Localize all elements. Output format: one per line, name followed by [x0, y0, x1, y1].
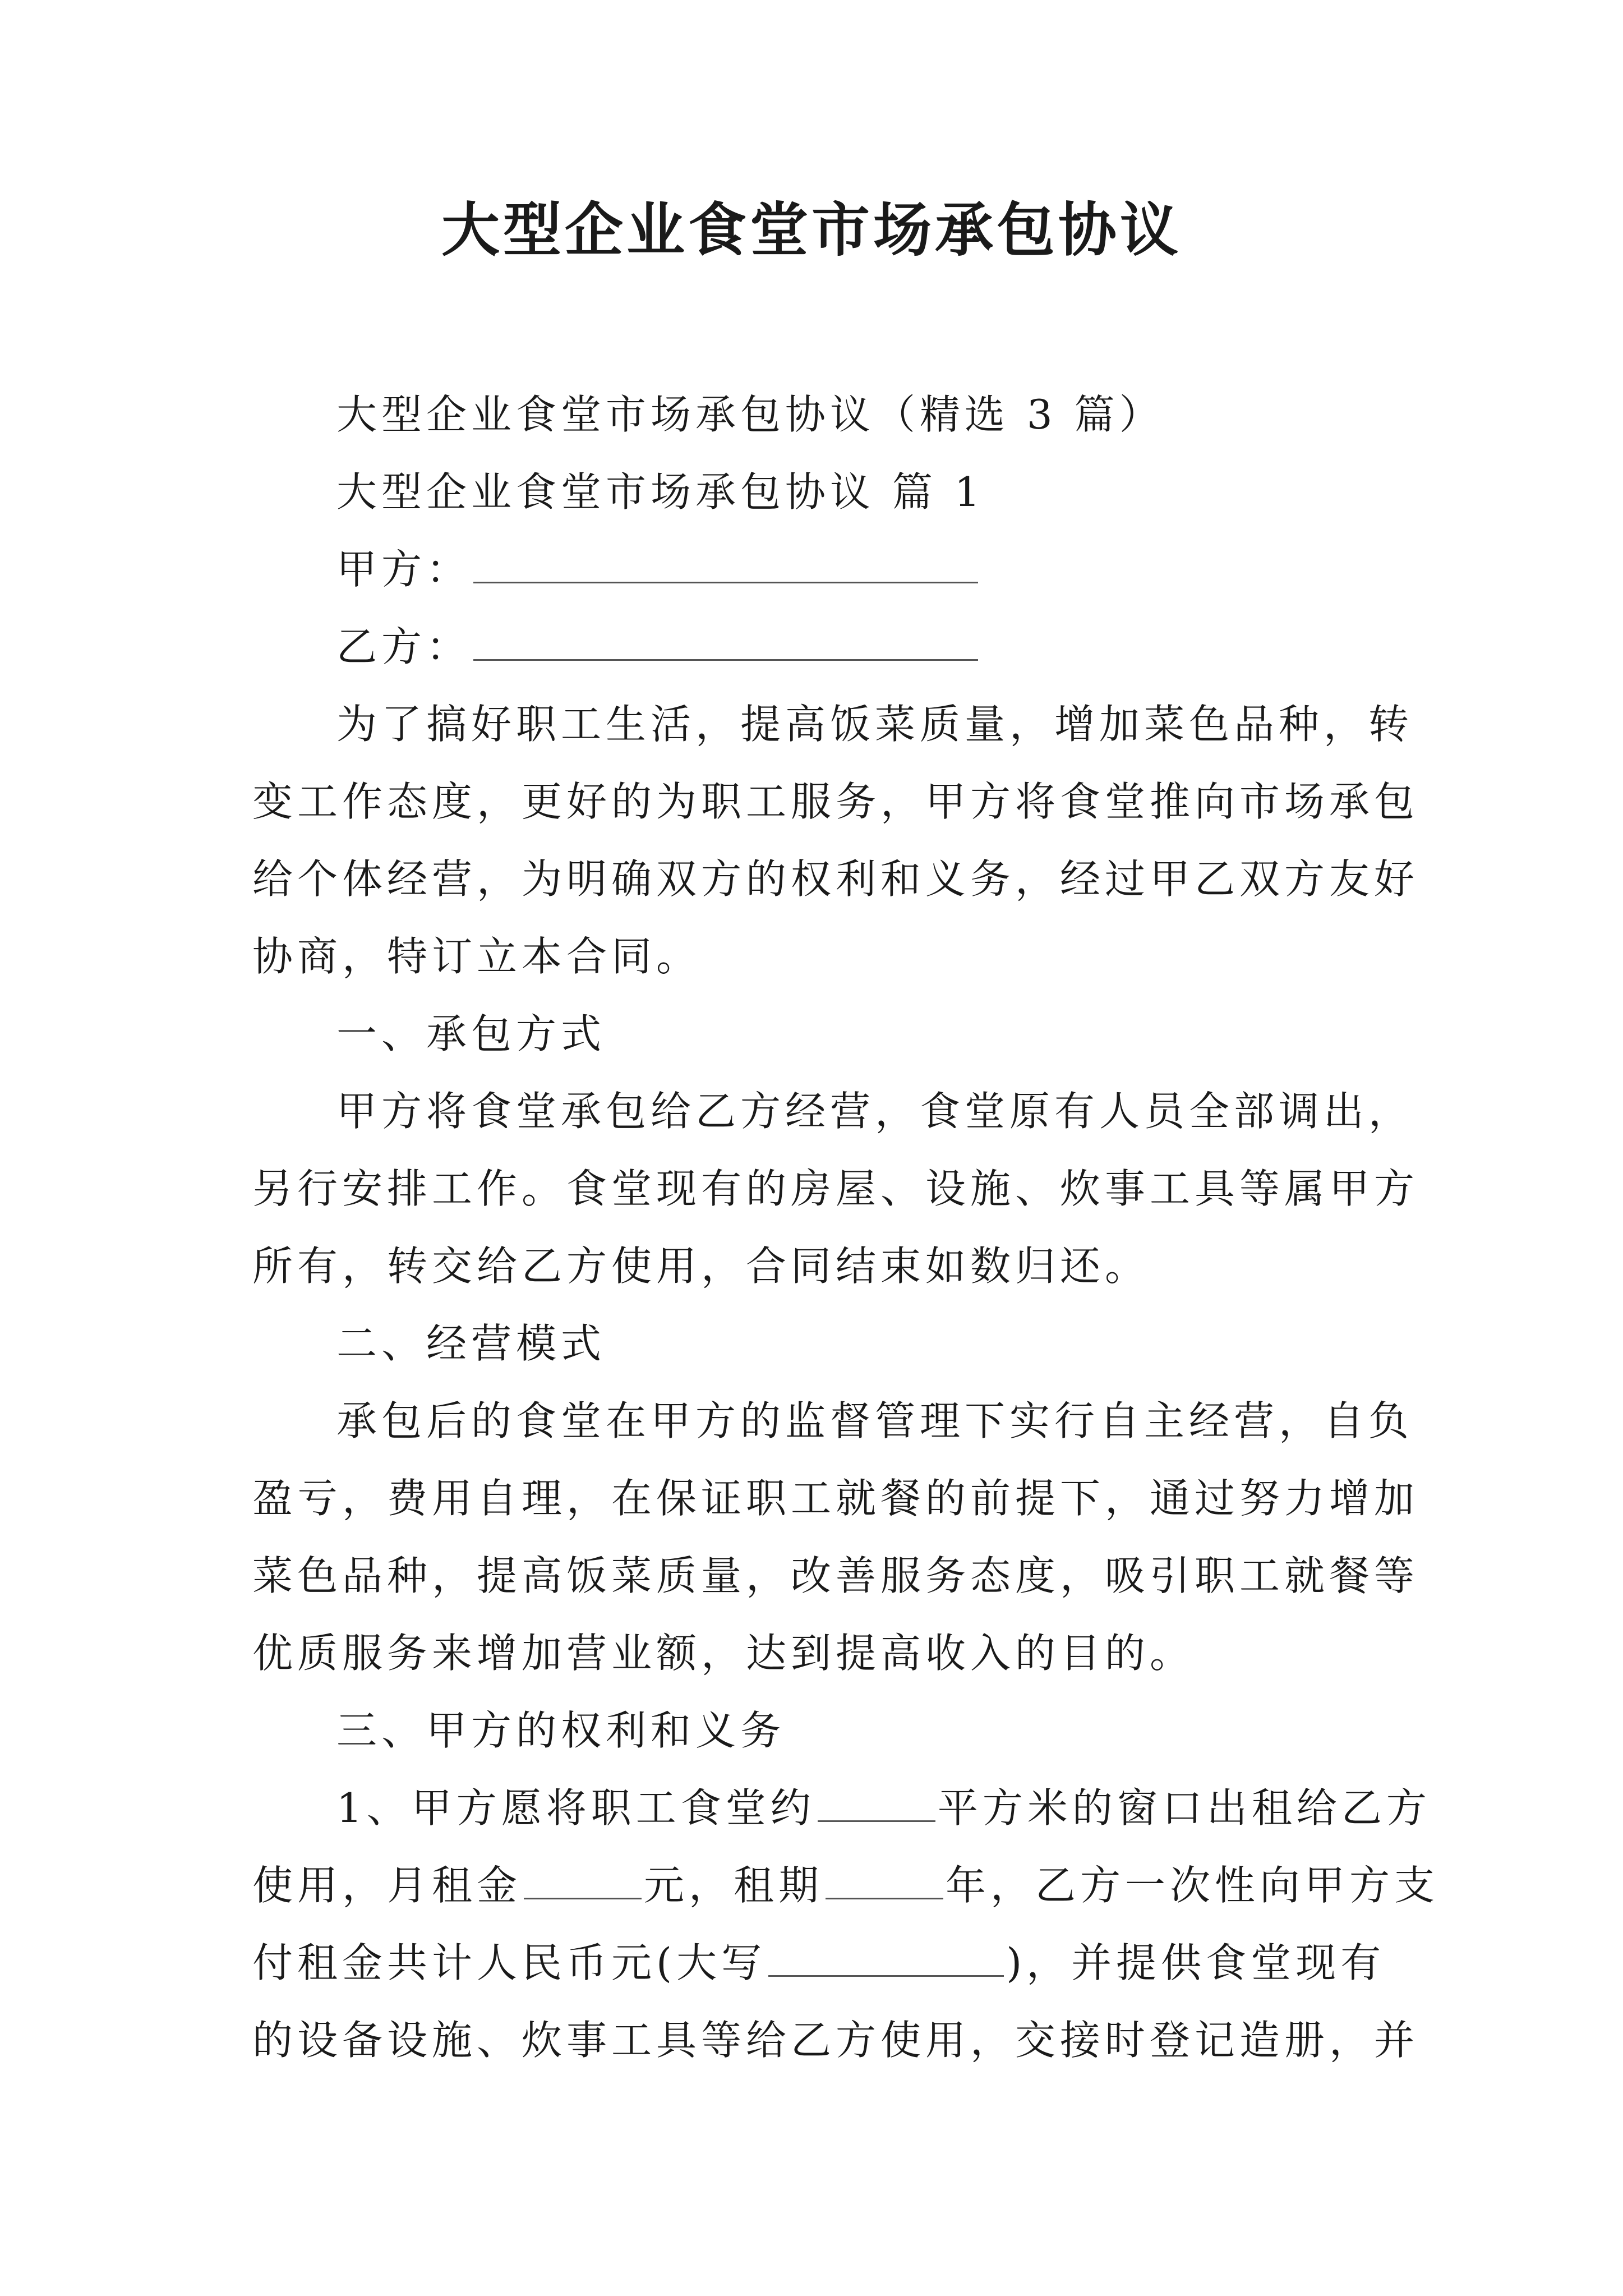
paragraph-line: 优质服务来增加营业额，达到提高收入的目的。: [252, 1630, 1195, 1677]
paragraph-line: 给个体经营，为明确双方的权利和义务，经过甲乙双方友好: [252, 855, 1419, 903]
party-a-label: 甲方：: [336, 546, 472, 593]
paragraph-line: 为了搞好职工生活，提高饭菜质量，增加菜色品种，转: [336, 701, 1414, 748]
item1-line-1: [252, 1769, 1431, 1847]
party-b-label: 乙方：: [336, 623, 472, 670]
item1-text: 付租金共计人民币元(大写: [252, 1939, 767, 1986]
item1-text: 年，乙方一次性向甲方支: [946, 1862, 1440, 1909]
term-blank: [826, 1854, 943, 1899]
clause-heading: 一、承包方式: [336, 1010, 606, 1057]
area-blank: [818, 1777, 935, 1822]
paragraph-line: 盈亏，费用自理，在保证职工就餐的前提下，通过努力增加: [252, 1475, 1419, 1522]
clause-heading: 二、经营模式: [336, 1320, 606, 1367]
item1-text: 使用，月租金: [252, 1862, 522, 1909]
paragraph-line: 菜色品种，提高饭菜质量，改善服务态度，吸引职工就餐等: [252, 1552, 1419, 1599]
paragraph-line: 另行安排工作。食堂现有的房屋、设施、炊事工具等属甲方: [252, 1165, 1419, 1212]
item1-line-3: [252, 1924, 1391, 2001]
document-title: 大型企业食堂市场承包协议: [441, 195, 1182, 264]
party-a-line: [252, 531, 1391, 608]
paragraph-line: 承包后的食堂在甲方的监督管理下实行自主经营，自负: [336, 1397, 1414, 1444]
section-heading: 大型企业食堂市场承包协议 篇 1: [336, 468, 985, 516]
clause-heading: 三、甲方的权利和义务: [336, 1707, 786, 1754]
party-a-blank: [473, 538, 978, 583]
paragraph-line: 所有，转交给乙方使用，合同结束如数归还。: [252, 1243, 1150, 1290]
item1-text: 平方米的窗口出租给乙方: [937, 1784, 1431, 1832]
paragraph-line: 甲方将食堂承包给乙方经营，食堂原有人员全部调出，: [336, 1088, 1414, 1135]
item1-text: 元，租期: [644, 1862, 824, 1909]
rent-blank: [524, 1854, 642, 1899]
party-b-line: [252, 608, 1391, 685]
paragraph-line: 变工作态度，更好的为职工服务，甲方将食堂推向市场承包: [252, 778, 1419, 825]
item1-text: 1、甲方愿将职工食堂约: [336, 1784, 815, 1832]
paragraph-line: 协商，特订立本合同。: [252, 933, 702, 980]
party-b-blank: [473, 615, 978, 661]
document-subtitle: 大型企业食堂市场承包协议（精选 3 篇）: [336, 391, 1164, 438]
item1-line-4: 的设备设施、炊事工具等给乙方使用，交接时登记造册，并: [252, 2017, 1419, 2064]
document-body: [252, 376, 1440, 2079]
item1-text: )，并提供食堂现有: [1006, 1939, 1386, 1986]
item1-line-2: [252, 1847, 1440, 1924]
amount-in-words-blank: [768, 1931, 1004, 1977]
